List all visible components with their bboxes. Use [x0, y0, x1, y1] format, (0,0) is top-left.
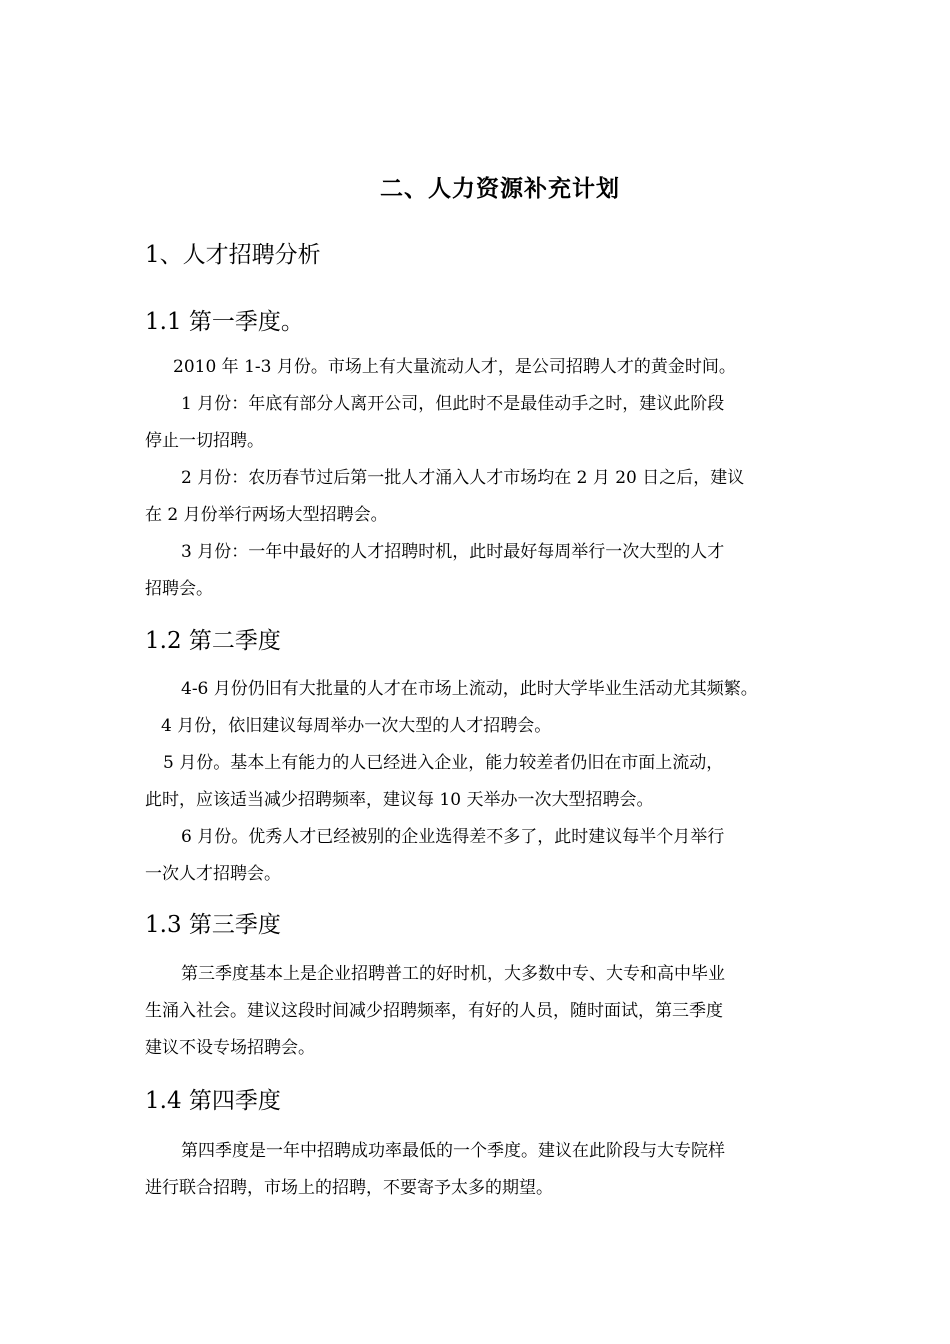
q3-line-1: 第三季度基本上是企业招聘普工的好时机，大多数中专、大专和高中毕业	[181, 964, 725, 984]
q1-intro-line: 2010 年 1-3 月份。市场上有大量流动人才，是公司招聘人才的黄金时间。	[173, 357, 736, 377]
q2-may-line-1: 5 月份。基本上有能力的人已经进入企业，能力较差者仍旧在市面上流动，	[163, 753, 724, 773]
heading-q3: 1.3 第三季度	[145, 912, 281, 938]
q3-line-2: 生涌入社会。建议这段时间减少招聘频率，有好的人员，随时面试，第三季度	[145, 1001, 723, 1021]
q1-january-line-1: 1 月份：年底有部分人离开公司，但此时不是最佳动手之时，建议此阶段	[181, 394, 725, 414]
q4-body	[145, 1133, 815, 1207]
q4-line-2: 进行联合招聘，市场上的招聘，不要寄予太多的期望。	[145, 1178, 553, 1198]
q2-body	[145, 671, 815, 893]
document-title: 二、人力资源补充计划	[380, 176, 620, 202]
q2-june-line-2: 一次人才招聘会。	[145, 864, 281, 884]
q4-line-1: 第四季度是一年中招聘成功率最低的一个季度。建议在此阶段与大专院样	[181, 1141, 725, 1161]
q1-february-line-1: 2 月份：农历春节过后第一批人才涌入人才市场均在 2 月 20 日之后，建议	[181, 468, 745, 488]
q3-body	[145, 956, 815, 1067]
q1-march-line-1: 3 月份：一年中最好的人才招聘时机，此时最好每周举行一次大型的人才	[181, 542, 725, 562]
q3-line-3: 建议不设专场招聘会。	[145, 1038, 315, 1058]
heading-q2: 1.2 第二季度	[145, 628, 281, 654]
q2-may-line-2: 此时，应该适当减少招聘频率，建议每 10 天举办一次大型招聘会。	[145, 790, 654, 810]
q1-march-line-2: 招聘会。	[145, 579, 213, 599]
q2-june-line-1: 6 月份。优秀人才已经被别的企业选得差不多了，此时建议每半个月举行	[181, 827, 725, 847]
heading-q4: 1.4 第四季度	[145, 1088, 281, 1114]
q1-february-line-2: 在 2 月份举行两场大型招聘会。	[145, 505, 388, 525]
q1-january-line-2: 停止一切招聘。	[145, 431, 264, 451]
heading-q1: 1.1 第一季度。	[145, 309, 304, 335]
section-heading-talent-recruitment-analysis: 1、人才招聘分析	[145, 242, 321, 268]
q1-body	[145, 349, 815, 608]
q2-april-line: 4 月份，依旧建议每周举办一次大型的人才招聘会。	[161, 716, 552, 736]
q2-intro-line: 4-6 月份仍旧有大批量的人才在市场上流动，此时大学毕业生活动尤其频繁。	[181, 679, 758, 699]
